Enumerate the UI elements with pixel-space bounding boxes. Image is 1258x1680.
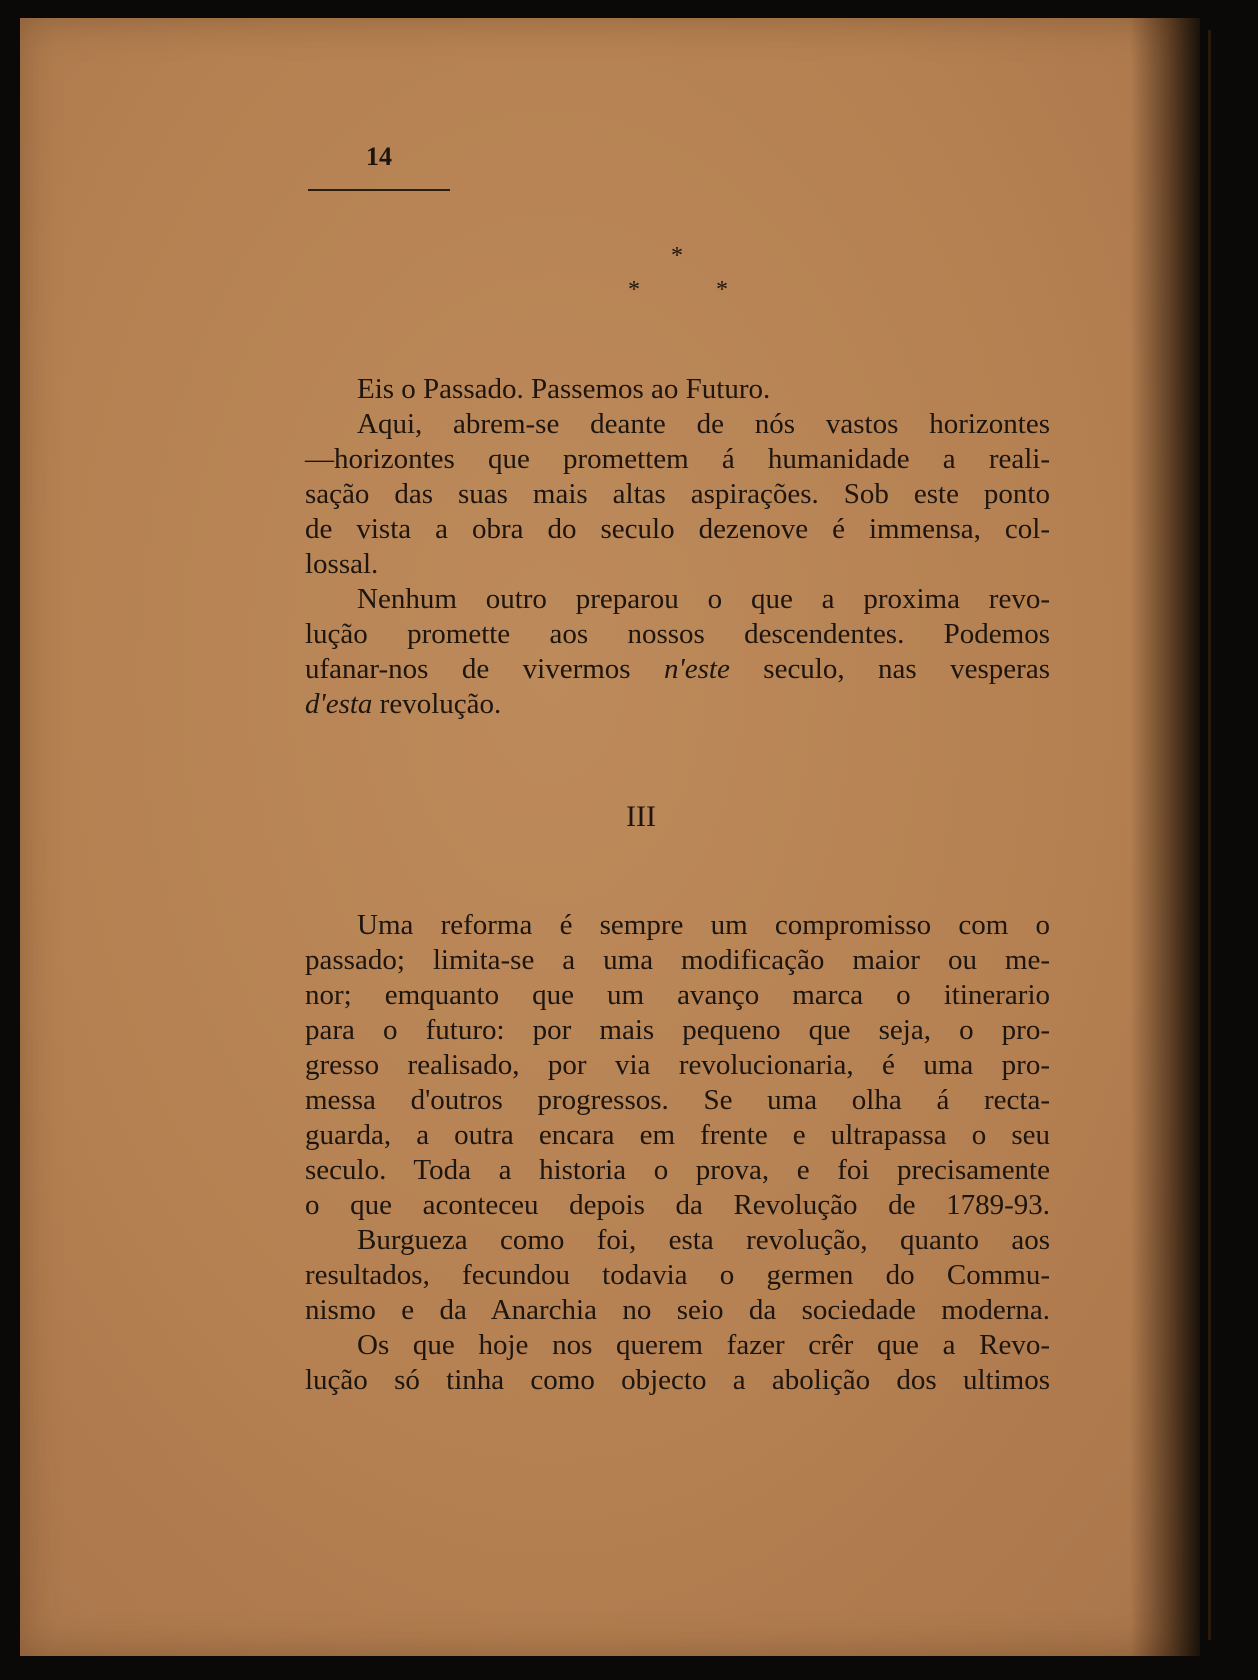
text-line: passado; limita-se a uma modificação maior ou me- (305, 944, 1050, 976)
text-run: revolução. (372, 688, 502, 720)
italic-word: d'esta (305, 688, 373, 720)
section-heading: III (626, 800, 656, 833)
text-line: Eis o Passado. Passemos ao Futuro. (357, 373, 771, 405)
text-line: nor; emquanto que um avanço marca o itinerario (305, 979, 1050, 1011)
text-run: seculo, nas vesperas (729, 653, 1050, 685)
paragraph-block-2 (305, 908, 1050, 1398)
text-line (305, 687, 1050, 722)
header-rule (308, 189, 450, 191)
page-number: 14 (366, 142, 392, 171)
text-line: lução promette aos nossos descendentes. Podemos (305, 618, 1050, 650)
italic-word: n'este (664, 653, 730, 685)
page-edge (1208, 30, 1211, 1640)
text-line: seculo. Toda a historia o prova, e foi precisamente (305, 1154, 1050, 1186)
text-line: gresso realisado, por via revolucionaria, é uma pro- (305, 1049, 1050, 1081)
text-run: ufanar-nos de vivermos (305, 653, 665, 685)
asterism-star-top: * (671, 243, 683, 269)
binding-shadow (1130, 18, 1200, 1656)
text-line: para o futuro: por mais pequeno que seja, o pro- (305, 1014, 1050, 1046)
text-line (305, 652, 1050, 687)
text-line: Aqui, abrem-se deante de nós vastos horizontes (357, 408, 1050, 440)
text-line: lossal. (305, 548, 379, 580)
text-line: de vista a obra do seculo dezenove é immensa, col- (305, 513, 1050, 545)
text-line: —horizontes que promettem á humanidade a reali- (305, 443, 1050, 475)
text-line: Nenhum outro preparou o que a proxima revo- (357, 583, 1050, 615)
text-line: messa d'outros progressos. Se uma olha á recta- (305, 1084, 1050, 1116)
paragraph-block-1 (305, 372, 1050, 722)
text-line: resultados, fecundou todavia o germen do Commu- (305, 1259, 1050, 1291)
text-line: nismo e da Anarchia no seio da sociedade moderna. (305, 1294, 1050, 1326)
text-line: lução só tinha como objecto a abolição dos ultimos (305, 1364, 1050, 1396)
asterism-star-right: * (716, 277, 728, 303)
paper-page (20, 18, 1200, 1656)
text-line: Uma reforma é sempre um compromisso com o (357, 909, 1050, 941)
text-line: guarda, a outra encara em frente e ultrapassa o seu (305, 1119, 1050, 1151)
text-line: Os que hoje nos querem fazer crêr que a Revo- (357, 1329, 1050, 1361)
text-line: Burgueza como foi, esta revolução, quanto aos (357, 1224, 1050, 1256)
text-line: sação das suas mais altas aspirações. Sob este ponto (305, 478, 1050, 510)
asterism-star-left: * (628, 277, 640, 303)
text-line: o que aconteceu depois da Revolução de 1789-93. (305, 1189, 1050, 1221)
